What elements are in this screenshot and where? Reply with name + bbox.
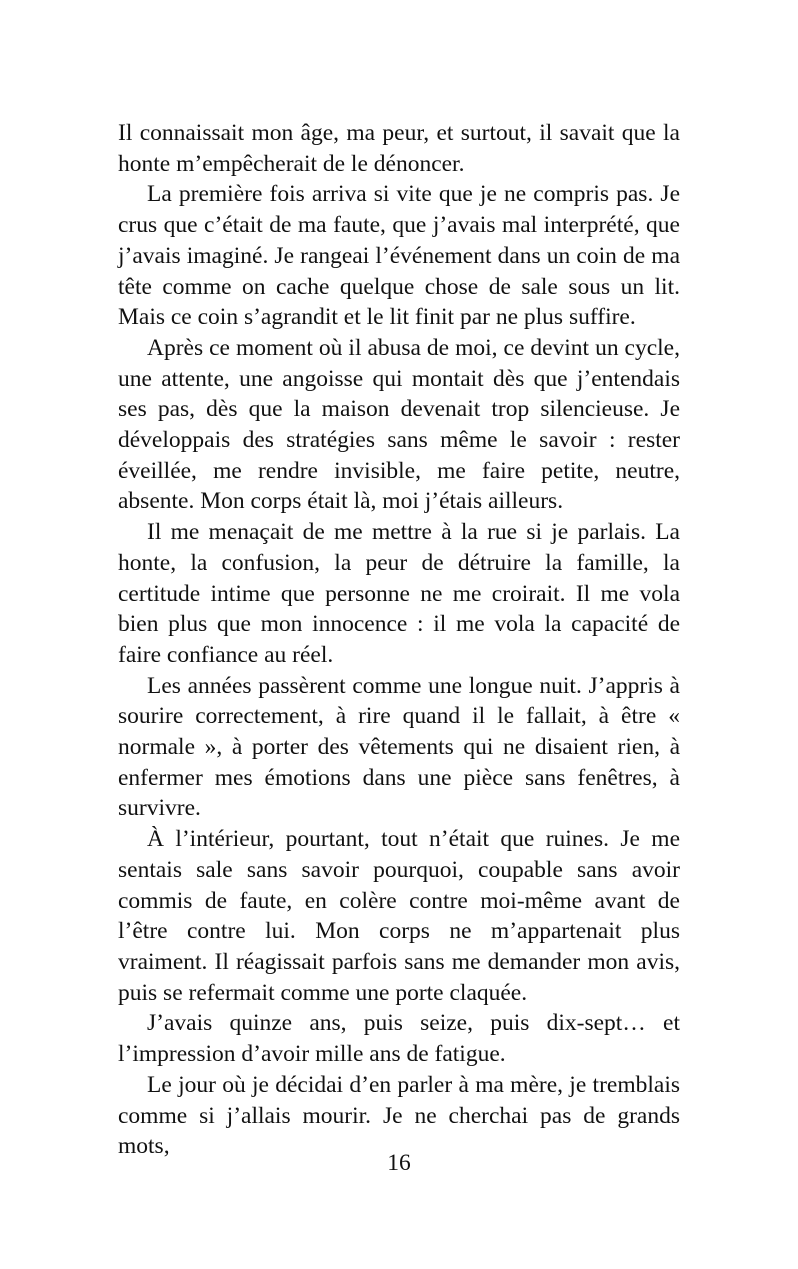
paragraph: Il me menaçait de me mettre à la rue si je parlais. La honte, la confusion, la peur de détruire la famille, la certitude intime que personne ne me croirait. Il me vola bien plus que mon innocence : il me vola la capacité de faire confiance au réel. <box>118 519 680 668</box>
paragraph: Le jour où je décidai d’en parler à ma mère, je tremblais comme si j’allais mourir. Je ne cherchai pas de grands mots, <box>118 1071 680 1160</box>
paragraph: À l’intérieur, pourtant, tout n’était que ruines. Je me sentais sale sans savoir pourquoi, coupable sans avoir commis de faute, en colère contre moi-même avant de l’être contre lui. Mon corps ne m’appartenait plus vraiment. Il réagissait parfois sans me demander mon avis, puis se refermait comme une porte claquée. <box>118 826 680 1006</box>
paragraph: J’avais quinze ans, puis seize, puis dix-sept… et l’impression d’avoir mille ans de fatigue. <box>118 1010 680 1068</box>
paragraph: Après ce moment où il abusa de moi, ce devint un cycle, une attente, une angoisse qui montait dès que j’entendais ses pas, dès que la maison devenait trop silencieuse. Je développais des stratégies sans même le savoir : rester éveillée, me rendre invisible, me faire petite, neutre, absente. Mon corps était là, moi j’étais ailleurs. <box>118 334 680 515</box>
paragraph: La première fois arriva si vite que je ne compris pas. Je crus que c’était de ma faute, que j’avais mal interprété, que j’avais imaginé. Je rangeai l’événement dans un coin de ma tête comme on cache quelque chose de sale sous un lit. Mais ce coin s’agrandit et le lit finit par ne plus suffire. <box>118 181 680 331</box>
page-number: 16 <box>387 1150 411 1176</box>
body-text <box>118 118 680 1162</box>
paragraph: Il connaissait mon âge, ma peur, et surtout, il savait que la honte m’empêcherait de le dénoncer. <box>118 120 680 177</box>
paragraph: Les années passèrent comme une longue nuit. J’appris à sourire correctement, à rire quand il le fallait, à être « normale », à porter des vêtements qui ne disaient rien, à enfermer mes émotions dans une pièce sans fenêtres, à survivre. <box>118 672 680 822</box>
